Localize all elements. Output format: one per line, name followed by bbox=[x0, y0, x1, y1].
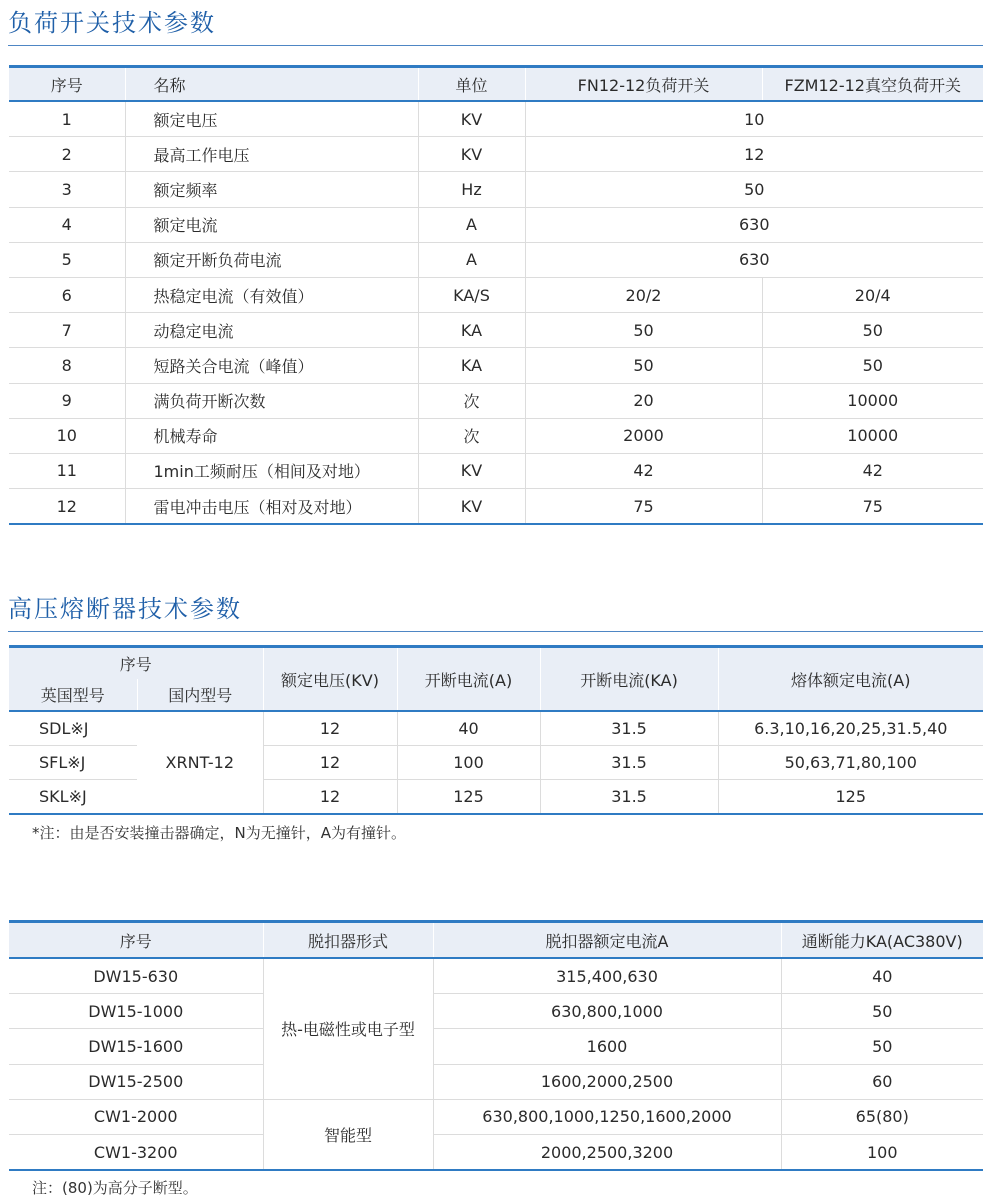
cell-name: 满负荷开断次数 bbox=[125, 383, 418, 418]
table-header-row bbox=[9, 67, 983, 102]
cell-rated-voltage: 12 bbox=[263, 746, 397, 780]
cell-name: 雷电冲击电压（相对及对地） bbox=[125, 489, 418, 525]
cell-breaking-capacity: 40 bbox=[781, 958, 983, 994]
table-row bbox=[9, 207, 983, 242]
table-row bbox=[9, 137, 983, 172]
cell-value-fzm12: 75 bbox=[862, 496, 883, 516]
header-fuse-rated-current: 熔体额定电流(A) bbox=[718, 647, 983, 712]
table-row bbox=[9, 383, 983, 418]
cell-release-current: 1600 bbox=[433, 1029, 781, 1064]
cell-value-merged: 50 bbox=[525, 172, 983, 207]
cell-release-type-smart: 智能型 bbox=[263, 1099, 433, 1170]
header-serial: 序号 bbox=[9, 647, 263, 680]
fuse-note: *注：由是否安装撞击器确定，N为无撞针，A为有撞针。 bbox=[32, 824, 406, 842]
header-breaking-capacity: 通断能力KA(AC380V) bbox=[781, 922, 983, 959]
cell-unit: KV bbox=[418, 489, 525, 525]
table-row bbox=[9, 418, 983, 453]
table-row bbox=[9, 1064, 983, 1099]
cell-value-fzm12: 42 bbox=[762, 453, 983, 488]
cell-breaking-current-ka: 31.5 bbox=[540, 711, 718, 746]
cell-unit: 次 bbox=[418, 383, 525, 418]
cell-unit: KV bbox=[418, 137, 525, 172]
cell-name: 额定电压 bbox=[125, 101, 418, 137]
table-row bbox=[9, 348, 983, 383]
cell-model: CW1-3200 bbox=[9, 1134, 263, 1170]
cell-breaking-current-ka: 31.5 bbox=[540, 746, 718, 780]
table-row bbox=[9, 958, 983, 994]
cell-value-fzm12: 20/4 bbox=[762, 277, 983, 312]
cell-unit: KA bbox=[418, 313, 525, 348]
cell-uk-model: SDL※J bbox=[9, 711, 137, 746]
cell-breaking-current-a: 125 bbox=[397, 780, 540, 815]
fuse-table bbox=[9, 645, 983, 815]
header-release-type: 脱扣器形式 bbox=[263, 922, 433, 959]
cell-serial: 12 bbox=[9, 489, 125, 525]
table-row bbox=[9, 711, 983, 746]
cell-serial: 1 bbox=[9, 101, 125, 137]
cell-unit: KA/S bbox=[418, 277, 525, 312]
header-fzm12: FZM12-12真空负荷开关 bbox=[762, 67, 983, 102]
cell-unit: 次 bbox=[418, 418, 525, 453]
table-header-row bbox=[9, 647, 983, 680]
cell-value-fn12: 50 bbox=[525, 313, 762, 348]
table-row bbox=[9, 101, 983, 137]
cell-unit: KV bbox=[418, 101, 525, 137]
cell-rated-voltage: 12 bbox=[263, 711, 397, 746]
cell-release-type-thermal: 热-电磁性或电子型 bbox=[263, 958, 433, 1099]
cell-value-fn12: 20/2 bbox=[525, 277, 762, 312]
cell-unit: A bbox=[418, 207, 525, 242]
cell-serial: 7 bbox=[9, 313, 125, 348]
cell-model: DW15-1000 bbox=[9, 994, 263, 1029]
cell-name: 最高工作电压 bbox=[125, 137, 418, 172]
cell-release-current: 2000,2500,3200 bbox=[433, 1134, 781, 1170]
cell-unit: A bbox=[418, 242, 525, 277]
table-row bbox=[9, 313, 983, 348]
cell-model: DW15-2500 bbox=[9, 1064, 263, 1099]
cell-name: 热稳定电流（有效值） bbox=[125, 277, 418, 312]
cell-value-fn12: 75 bbox=[525, 489, 762, 525]
cell-breaking-capacity: 50 bbox=[781, 994, 983, 1029]
cell-breaking-current-ka: 31.5 bbox=[540, 780, 718, 815]
title-divider bbox=[8, 45, 983, 46]
section-title-load-switch: 负荷开关技术参数 bbox=[8, 9, 216, 37]
cell-value-fzm12: 50 bbox=[762, 348, 983, 383]
cell-fuse-rated-current: 6.3,10,16,20,25,31.5,40 bbox=[718, 711, 983, 746]
header-unit: 单位 bbox=[418, 67, 525, 102]
cell-value-fn12: 42 bbox=[525, 453, 762, 488]
cell-breaking-capacity: 60 bbox=[781, 1064, 983, 1099]
table-header-row bbox=[9, 922, 983, 959]
cell-breaking-capacity: 65(80) bbox=[781, 1099, 983, 1134]
table-row bbox=[9, 453, 983, 488]
cell-model: CW1-2000 bbox=[9, 1099, 263, 1134]
table-row bbox=[9, 489, 983, 525]
cell-uk-model: SKL※J bbox=[39, 787, 87, 806]
cell-name: 1min工频耐压（相间及对地） bbox=[125, 453, 418, 488]
cell-serial: 4 bbox=[9, 207, 125, 242]
header-rated-voltage: 额定电压(KV) bbox=[263, 647, 397, 712]
header-serial: 序号 bbox=[9, 922, 263, 959]
cell-serial: 2 bbox=[9, 137, 125, 172]
header-fn12: FN12-12负荷开关 bbox=[525, 67, 762, 102]
cell-name: 额定频率 bbox=[125, 172, 418, 207]
cell-serial: 9 bbox=[9, 383, 125, 418]
cell-value-fn12: 2000 bbox=[525, 418, 762, 453]
header-domestic-model: 国内型号 bbox=[137, 679, 263, 711]
title-divider bbox=[8, 631, 983, 632]
cell-value-merged: 630 bbox=[525, 207, 983, 242]
cell-breaking-capacity: 100 bbox=[866, 1142, 898, 1162]
cell-breaking-current-a: 40 bbox=[397, 711, 540, 746]
cell-value-fzm12: 10000 bbox=[762, 418, 983, 453]
cell-rated-voltage: 12 bbox=[263, 780, 397, 815]
header-breaking-current-a: 开断电流(A) bbox=[397, 647, 540, 712]
header-uk-model: 英国型号 bbox=[9, 679, 137, 711]
table-row bbox=[9, 994, 983, 1029]
cell-model: DW15-630 bbox=[9, 958, 263, 994]
cell-value-fzm12: 50 bbox=[762, 313, 983, 348]
cell-release-current: 630,800,1000,1250,1600,2000 bbox=[433, 1099, 781, 1134]
cell-value-fzm12: 10000 bbox=[762, 383, 983, 418]
cell-name: 短路关合电流（峰值） bbox=[125, 348, 418, 383]
cell-value-merged: 630 bbox=[525, 242, 983, 277]
section-title-fuse: 高压熔断器技术参数 bbox=[8, 595, 242, 623]
breaker-table bbox=[9, 920, 983, 1171]
cell-unit: KV bbox=[418, 453, 525, 488]
cell-breaking-capacity: 50 bbox=[781, 1029, 983, 1064]
header-name: 名称 bbox=[125, 67, 418, 102]
cell-unit: Hz bbox=[418, 172, 525, 207]
table-row bbox=[9, 1099, 983, 1134]
cell-value-merged: 12 bbox=[525, 137, 983, 172]
table-row bbox=[9, 277, 983, 312]
cell-name: 额定开断负荷电流 bbox=[125, 242, 418, 277]
cell-uk-model: SFL※J bbox=[9, 746, 137, 780]
table-row bbox=[9, 172, 983, 207]
cell-fuse-rated-current: 50,63,71,80,100 bbox=[718, 746, 983, 780]
header-release-rated-current: 脱扣器额定电流A bbox=[433, 922, 781, 959]
cell-serial: 5 bbox=[9, 242, 125, 277]
cell-name: 机械寿命 bbox=[125, 418, 418, 453]
cell-name: 动稳定电流 bbox=[125, 313, 418, 348]
cell-domestic-model: XRNT-12 bbox=[137, 711, 263, 814]
cell-fuse-rated-current: 125 bbox=[835, 787, 867, 806]
cell-unit: KA bbox=[418, 348, 525, 383]
cell-release-current: 1600,2000,2500 bbox=[433, 1064, 781, 1099]
cell-model: DW15-1600 bbox=[9, 1029, 263, 1064]
cell-serial: 8 bbox=[9, 348, 125, 383]
cell-serial: 11 bbox=[9, 453, 125, 488]
header-breaking-current-ka: 开断电流(KA) bbox=[540, 647, 718, 712]
cell-serial: 6 bbox=[9, 277, 125, 312]
cell-value-fn12: 50 bbox=[525, 348, 762, 383]
table-row bbox=[9, 242, 983, 277]
table-row bbox=[9, 1029, 983, 1064]
cell-name: 额定电流 bbox=[125, 207, 418, 242]
cell-serial: 10 bbox=[9, 418, 125, 453]
cell-serial: 3 bbox=[9, 172, 125, 207]
cell-release-current: 630,800,1000 bbox=[433, 994, 781, 1029]
load-switch-table bbox=[9, 65, 983, 525]
cell-release-current: 315,400,630 bbox=[433, 958, 781, 994]
cell-breaking-current-a: 100 bbox=[397, 746, 540, 780]
cell-value-fn12: 20 bbox=[525, 383, 762, 418]
header-serial: 序号 bbox=[9, 67, 125, 102]
table-row bbox=[9, 1134, 983, 1170]
cell-value-merged: 10 bbox=[525, 101, 983, 137]
breaker-note: 注：(80)为高分子断型。 bbox=[32, 1179, 198, 1197]
